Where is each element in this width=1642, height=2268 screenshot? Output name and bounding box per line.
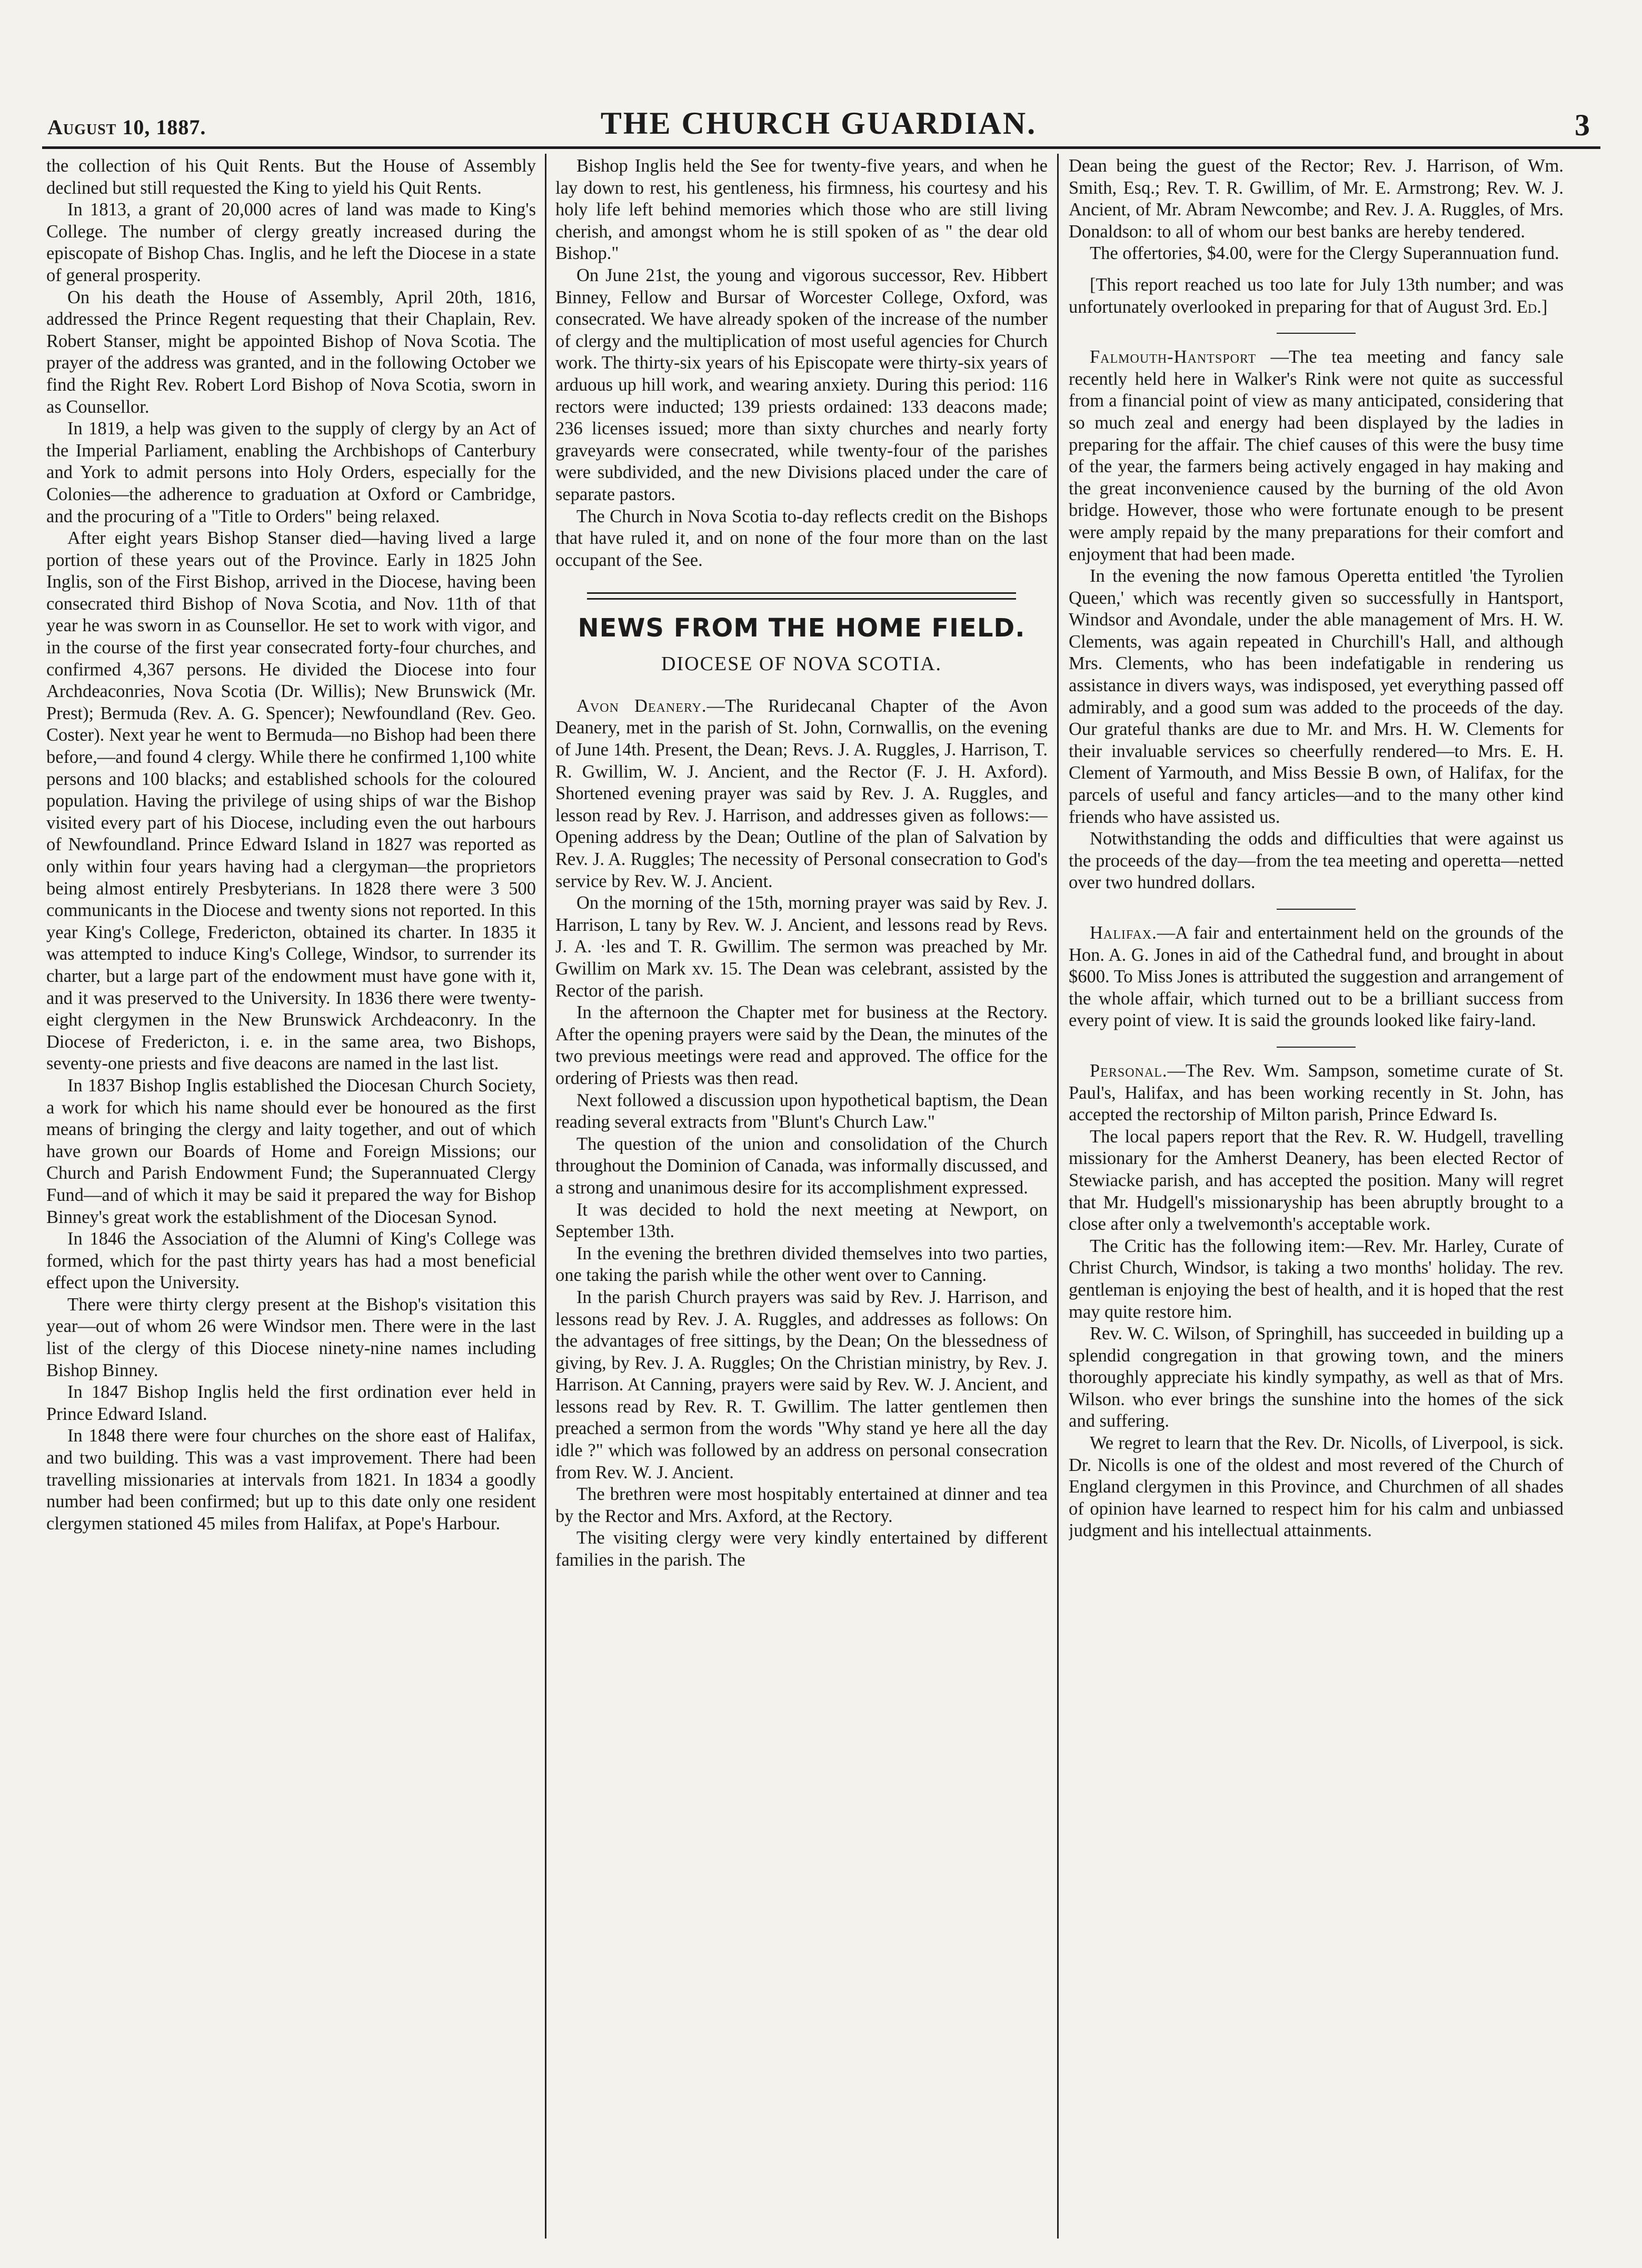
page-number: 3 [1575,108,1590,142]
article-paragraph: The local papers report that the Rev. R. W. Hudgell, travelling missionary for the Amherst Deanery, has been elected Rector of Stewiacke parish, and has accepted the position. Many will regret that Mr. Hudgell's missionaryship has been abruptly brought to a close after only a twelvemonth's acceptable work. [1069,1126,1564,1235]
article-paragraph: Notwithstanding the odds and difficulties that were against us the proceeds of the day—from the tea meeting and operetta—netted over two hundred dollars. [1069,829,1564,893]
article-paragraph: The Church in Nova Scotia to-day reflects credit on the Bishops that have ruled it, and on none of the four more than on the last occupant of the See. [555,506,1048,570]
article-paragraph: The visiting clergy were very kindly entertained by different families in the parish. The [555,1528,1048,1570]
editor-note-text: [This report reached us too late for July 13th number; and was unfortunately overlooked in preparing for that of August 3rd. [1069,274,1564,317]
item-lead-caps: Falmouth-Hantsport [1090,347,1257,367]
article-paragraph: In the evening the now famous Operetta entitled 'the Tyrolien Queen,' which was recently given so successfully in Hantsport, Windsor and Avondale, under the able management of Mrs. H. W. Clements, was again repeated in Churchill's Hall, and although Mrs. Clements, who has been indefatigable in rendering us assistance in divers ways, was indisposed, yet everything passed off admirably, and a good sum was added to the proceeds of the day. Our grateful thanks are due to Mr. and Mrs. H. W. Clements for their invaluable services so cheerfully rendered—to Mrs. E. H. Clement of Yarmouth, and Miss Bessie B own, of Halifax, for the parcels of useful and fancy articles—and to the many other kind friends who have assisted us. [1069,566,1564,827]
article-paragraph: In 1848 there were four churches on the shore east of Halifax, and two building. This was a vast improvement. There had been travelling missionaries at intervals from 1821. In 1834 a goodly number had been confirmed; but up to this date only one resident clergymen stationed 45 miles from Halifax, at Pope's Harbour. [46,1426,536,1534]
article-paragraph: On June 21st, the young and vigorous successor, Rev. Hibbert Binney, Fellow and Bursar of Worcester College, Oxford, was consecrated. We have already spoken of the increase of the number of clergy and the multiplication of most useful agencies for Church work. The thirty-six years of his Episcopate were thirty-six years of arduous up hill work, and wearing anxiety. During this period: 116 rectors were inducted; 139 priests ordained: 133 deacons made; 236 licenses issued; more than sixty churches and nearly forty graveyards were consecrated, while twenty-four of the parishes were subdivided, and the new Divisions placed under the care of separate pastors. [555,265,1048,504]
section-divider [587,592,1016,600]
article-paragraph [1069,346,1564,565]
issue-date: August 10, 1887. [47,115,206,139]
article-paragraph [555,695,1048,892]
column-1 [46,155,536,2219]
newspaper-title: THE CHURCH GUARDIAN. [600,106,1037,141]
article-paragraph: Next followed a discussion upon hypothetical baptism, the Dean reading several extracts from "Blunt's Church Law." [555,1090,1048,1132]
article-paragraph: In 1837 Bishop Inglis established the Diocesan Church Society, a work for which his name should ever be honoured as the first means of bringing the clergy and laity together, and out of which have grown our Boards of Home and Foreign Missions; our Church and Parish Endowment Fund; the Superannuated Clergy Fund—and of which it may be said it prepared the way for Bishop Binney's great work the establishment of the Diocesan Synod. [46,1075,536,1227]
item-text: —The Rev. Wm. Sampson, sometime curate of St. Paul's, Halifax, and has been working recently in St. John, has accepted the rectorship of Milton parish, Prince Edward Is. [1069,1060,1564,1125]
article-paragraph: On the morning of the 15th, morning prayer was said by Rev. J. Harrison, L tany by Rev. W. J. Ancient, and lessons read by Revs. J. A. ·les and T. R. Gwillim. The sermon was preached by Mr. Gwillim on Mark xv. 15. The Dean was celebrant, assisted by the Rector of the parish. [555,893,1048,1001]
item-separator [1277,333,1356,334]
section-subheading: DIOCESE OF NOVA SCOTIA. [661,653,942,675]
column-2 [555,155,1048,2219]
article-paragraph [1069,1060,1564,1126]
article-paragraph: The brethren were most hospitably entertained at dinner and tea by the Rector and Mrs. Axford, at the Rectory. [555,1484,1048,1526]
item-lead-caps: Personal. [1090,1060,1168,1081]
column-divider [1057,154,1059,2239]
article-paragraph: We regret to learn that the Rev. Dr. Nicolls, of Liverpool, is sick. Dr. Nicolls is one of the oldest and most revered of the Church of England clergymen in this Province, and Churchmen of all shades of opinion have learned to respect him for his calm and unbiassed judgment and his intellectual attainments. [1069,1433,1564,1541]
article-paragraph: Dean being the guest of the Rector; Rev. J. Harrison, of Wm. Smith, Esq.; Rev. T. R. Gwillim, of Mr. E. Armstrong; Rev. W. J. Ancient, of Mr. Abram Newcombe; and Rev. J. A. Ruggles, of Mrs. Donaldson: to all of whom our best banks are hereby tendered. [1069,156,1564,242]
masthead [42,105,1595,142]
article-paragraph: Rev. W. C. Wilson, of Springhill, has succeeded in building up a splendid congregation in that growing town, and the miners thoroughly appreciate his kindly sympathy, as well as that of Mrs. Wilson. who ever brings the sunshine into the homes of the sick and suffering. [1069,1324,1564,1431]
article-paragraph: In 1846 the Association of the Alumni of King's College was formed, which for the past thirty years has had a most beneficial effect upon the University. [46,1229,536,1293]
item-text: —A fair and entertainment held on the grounds of the Hon. A. G. Jones in aid of the Cathedral fund, and brought in about $600. To Miss Jones is attributed the suggestion and arrangement of the whole affair, which turned out to be a brilliant success from every point of view. It is said the grounds looked like fairy-land. [1069,923,1564,1031]
article-paragraph: In 1847 Bishop Inglis held the first ordination ever held in Prince Edward Island. [46,1382,536,1424]
article-paragraph: In the afternoon the Chapter met for business at the Rectory. After the opening prayers were said by the Dean, the minutes of the two previous meetings were read and approved. The office for the ordering of Priests was then read. [555,1002,1048,1088]
article-paragraph: The offertories, $4.00, were for the Clergy Superannuation fund. [1090,243,1559,264]
article-paragraph: Bishop Inglis held the See for twenty-five years, and when he lay down to rest, his gentleness, his firmness, his courtesy and his holy life left behind memories which those who are still living cherish, and amongst whom he is still spoken of as " the dear old Bishop." [555,156,1048,264]
article-paragraph: After eight years Bishop Stanser died—having lived a large portion of these years out of the Province. Early in 1825 John Inglis, son of the First Bishop, arrived in the Diocese, having been consecrated third Bishop of Nova Scotia, and Nov. 11th of that year he was sworn in as Counsellor. He set to work with vigor, and in the course of the first year consecrated forty-four churches, and confirmed 4,367 persons. He divided the Diocese into four Archdeaconries, Nova Scotia (Dr. Willis); New Brunswick (Mr. Prest); Bermuda (Rev. A. G. Spencer); Newfoundland (Rev. Geo. Coster). Next year he went to Bermuda—no Bishop had been there before,—and found 4 clergy. While there he confirmed 1,100 white persons and 100 blacks; and established schools for the coloured population. Having the privilege of using ships of war the Bishop visited every part of his Diocese, including even the out harbours of Newfoundland. Prince Edward Island in 1827 was reported as only within four years having had a clergyman—the proprietors being almost entirely Presbyterians. In 1828 there were 3 500 communicants in the Diocese and twenty sions not reported. In this year King's College, Fredericton, obtained its charter. In 1835 it was attempted to induce King's College, Windsor, to surrender its charter, but a large part of the endowment must have gone with it, and it was preserved to the University. In 1836 there were twenty-eight clergymen in the New Brunswick Archdeaconry. In the Diocese of Fredericton, i. e. in the same area, two Bishops, seventy-one priests and five deacons are named in the last list. [46,528,536,1074]
article-paragraph: The Critic has the following item:—Rev. Mr. Harley, Curate of Christ Church, Windsor, is taking a two months' holiday. The rev. gentleman is enjoying the best of health, and it is hoped that the rest may quite restore him. [1069,1236,1564,1322]
column-3 [1069,155,1564,2219]
article-paragraph: It was decided to hold the next meeting at Newport, on September 13th. [555,1199,1048,1242]
article-paragraph: The question of the union and consolidation of the Church throughout the Dominion of Canada, was informally discussed, and a strong and unanimous desire for its accomplishment expressed. [555,1133,1048,1198]
article-paragraph: In the parish Church prayers was said by Rev. J. Harrison, and lessons read by Rev. J. A. Ruggles, and addresses as follows: On the advantages of free sittings, by the Dean; On the blessedness of giving, by Rev. J. A. Ruggles; On the Christian ministry, by Rev. J. Harrison. At Canning, prayers were said by Rev. W. J. Ancient, and lessons read by Rev. R. T. Gwillim. The latter gentlemen then preached a sermon from the words "Why stand ye here all the day idle ?" which was followed by an address on personal consecration from Rev. W. J. Ancient. [555,1287,1048,1483]
editor-note [1069,274,1564,318]
item-text: —The Ruridecanal Chapter of the Avon Deanery, met in the parish of St. John, Cornwallis, on the evening of June 14th. Present, the Dean; Revs. J. A. Ruggles, J. Harrison, T. R. Gwillim, W. J. Ancient, and the Rector (F. J. H. Axford). Shortened evening prayer was said by Rev. J. A. Ruggles, and lesson read by Rev. J. Harrison, and addresses given as follows:—Opening address by the Dean; Outline of the plan of Salvation by Rev. J. A. Ruggles; The necessity of Personal consecration to God's service by Rev. W. J. Ancient. [555,695,1048,891]
section-heading: NEWS FROM THE HOME FIELD. [578,613,1026,643]
item-text: —The tea meeting and fancy sale recently held here in Walker's Rink were not quite as successful from a financial point of view as many anticipated, considering that so much zeal and energy had been displayed by the ladies in preparing for the affair. The chief causes of this were the busy time of the year, the farmers being actively engaged in hay making and the great inconvenience caused by the burning of the old Avon bridge. However, those who were fortunate enough to be present were amply repaid by the many preparations for their comfort and enjoyment that had been made. [1069,347,1564,564]
article-paragraph: On his death the House of Assembly, April 20th, 1816, addressed the Prince Regent requesting that their Chaplain, Rev. Robert Stanser, might be appointed Bishop of Nova Scotia. The prayer of the address was granted, and in the following October we find the Right Rev. Robert Lord Bishop of Nova Scotia, sworn in as Counsellor. [46,287,536,417]
masthead-rule [42,146,1600,149]
article-paragraph: the collection of his Quit Rents. But the House of Assembly declined but still requested the King to yield his Quit Rents. [46,156,536,198]
article-paragraph: In 1813, a grant of 20,000 acres of land was made to King's College. The number of clergy greatly increased during the episcopate of Bishop Chas. Inglis, and he left the Diocese in a state of general prosperity. [46,200,536,285]
article-paragraph: There were thirty clergy present at the Bishop's visitation this year—out of whom 26 were Windsor men. There were in the last list of the clergy of this Diocese ninety-nine names including Bishop Binney. [46,1294,536,1380]
item-lead-caps: Avon Deanery. [576,695,707,716]
item-lead-caps: Halifax. [1090,923,1157,943]
item-separator [1277,909,1356,910]
item-separator [1277,1047,1356,1048]
column-divider [545,154,546,2239]
article-paragraph [1069,922,1564,1032]
article-paragraph: In the evening the brethren divided themselves into two parties, one taking the parish while the other went over to Canning. [555,1243,1048,1286]
editor-signature: Ed.] [1516,296,1548,317]
article-paragraph: In 1819, a help was given to the supply of clergy by an Act of the Imperial Parliament, enabling the Archbishops of Canterbury and York to admit persons into Holy Orders, especially for the Colonies—the adherence to graduation at Oxford or Cambridge, and the procuring of a "Title to Orders" being relaxed. [46,419,536,526]
